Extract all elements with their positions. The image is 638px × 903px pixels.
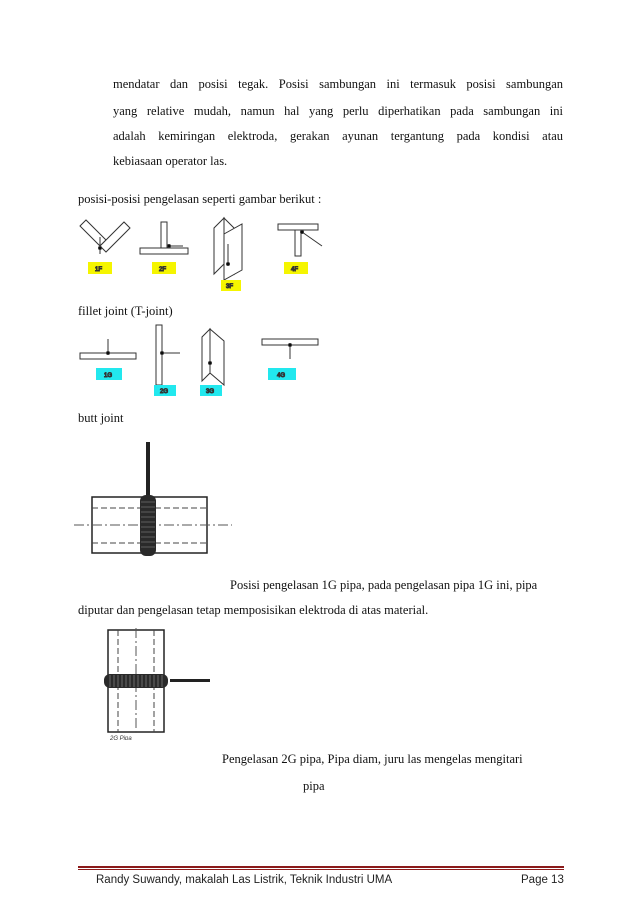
butt-1g-diagram [80,339,136,380]
intro-text: posisi-posisi pengelasan seperti gambar berikut : [78,192,322,206]
tag-2f: 2F [159,267,167,273]
tag-1g: 1G [104,373,113,379]
paragraph-line-3: adalah kemiringan elektroda, gerakan ayunan tergantung pada kondisi atau [113,129,563,143]
tag-3f: 3F [226,284,234,290]
footer-rule-thin [78,869,564,870]
pipe-1g-caption-line1: Posisi pengelasan 1G pipa, pada pengelasan pipa 1G ini, pipa [230,578,538,592]
pipe-2g-caption-line2: pipa [303,779,325,793]
pipe-1g-caption-line2: diputar dan pengelasan tetap memposisikan elektroda di atas material. [78,603,429,617]
pipe-2g-figure [100,628,215,740]
weld-bead-2g [104,674,168,688]
butt-4g-diagram [262,339,318,380]
tag-1f: 1F [95,267,103,273]
tag-4g: 4G [277,373,286,379]
fillet-caption: fillet joint (T-joint) [78,304,173,318]
butt-caption: butt joint [78,411,124,425]
electrode-icon [146,442,150,497]
footer-author: Randy Suwandy, makalah Las Listrik, Teknik Industri UMA [96,874,393,886]
tag-3g: 3G [206,389,215,395]
tag-4f: 4F [291,267,299,273]
footer-rule [78,866,564,868]
paragraph-line-4: kebiasaan operator las. [113,154,228,168]
butt-2g-diagram [154,325,180,396]
pipe-2g-label: 2G Pipa [110,736,132,740]
pipe-1g-figure [72,440,242,570]
paragraph-line-1: mendatar dan posisi tegak. Posisi sambungan ini termasuk posisi sambungan [113,77,563,91]
pipe-2g-caption-line1: Pengelasan 2G pipa, Pipa diam, juru las mengelas mengitari [222,752,523,766]
tag-2g: 2G [160,389,169,395]
page-number: Page 13 [521,874,564,886]
electrode-icon-2g [170,679,210,682]
fillet-2f-diagram [140,222,188,274]
butt-positions-figure [78,323,328,397]
butt-3g-diagram [200,329,224,396]
fillet-1f-diagram [80,220,130,274]
paragraph-line-2: yang relative mudah, namun hal yang perlu diperhatikan pada sambungan ini [113,104,563,118]
fillet-4f-diagram [278,224,322,274]
fillet-3f-diagram [214,218,242,291]
fillet-positions-figure [78,214,333,292]
